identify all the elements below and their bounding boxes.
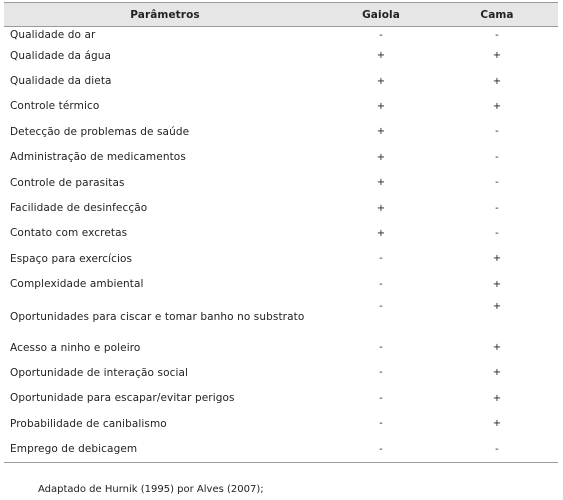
table-row — [4, 221, 558, 246]
row-gaiola-mark: - — [379, 300, 383, 312]
table-row — [4, 170, 558, 195]
row-cama-mark: + — [492, 278, 502, 290]
row-param: Qualidade da água — [10, 49, 112, 62]
row-param: Qualidade do ar — [10, 29, 96, 41]
row-cama-mark: - — [495, 202, 499, 214]
row-param: Contato com excretas — [10, 227, 128, 240]
row-param: Acesso a ninho e poleiro — [10, 341, 141, 354]
table-row — [4, 195, 558, 220]
row-cama-mark: + — [492, 253, 502, 265]
row-param: Administração de medicamentos — [10, 151, 186, 164]
row-gaiola-mark: + — [376, 50, 386, 62]
row-gaiola-mark: - — [379, 278, 383, 290]
row-param: Controle térmico — [10, 100, 100, 113]
header-cama: Cama — [436, 3, 558, 27]
row-gaiola-mark: + — [376, 126, 386, 138]
table-row — [4, 94, 558, 119]
table-row — [4, 246, 558, 271]
row-param: Emprego de debicagem — [4, 436, 326, 462]
row-gaiola-mark: - — [379, 367, 383, 379]
row-cama-mark: + — [492, 100, 502, 112]
row-gaiola-mark: + — [376, 100, 386, 112]
row-gaiola-mark: + — [376, 151, 386, 163]
table-row — [4, 335, 558, 360]
row-gaiola-mark: - — [326, 436, 436, 462]
table-row — [4, 411, 558, 436]
table-row — [4, 43, 558, 68]
row-cama-mark: - — [436, 436, 558, 462]
row-gaiola-mark: - — [379, 418, 383, 430]
table-row — [4, 68, 558, 93]
row-param: Qualidade da dieta — [10, 75, 112, 88]
table-row — [4, 119, 558, 144]
row-cama-mark: + — [492, 392, 502, 404]
row-gaiola-mark: - — [379, 29, 383, 41]
row-cama-mark: - — [495, 29, 499, 41]
row-param: Controle de parasitas — [10, 176, 125, 189]
row-cama-mark: - — [495, 126, 499, 138]
row-cama-mark: + — [492, 342, 502, 354]
row-cama-mark: - — [495, 227, 499, 239]
table-row — [4, 297, 558, 335]
row-param: Facilidade de desinfecção — [10, 202, 148, 215]
row-cama-mark: + — [492, 50, 502, 62]
table-row — [4, 436, 558, 462]
table-row — [4, 145, 558, 170]
row-param: Detecção de problemas de saúde — [10, 125, 190, 138]
header-parametros: Parâmetros — [4, 3, 326, 27]
row-cama-mark: - — [495, 177, 499, 189]
table-row — [4, 360, 558, 385]
row-param: Probabilidade de canibalismo — [10, 417, 167, 430]
table-header-row — [4, 3, 558, 27]
row-param: Oportunidades para ciscar e tomar banho no substrato — [10, 311, 305, 324]
row-cama-mark: - — [495, 151, 499, 163]
row-cama-mark: + — [492, 300, 502, 312]
row-gaiola-mark: - — [379, 342, 383, 354]
row-param: Oportunidade para escapar/evitar perigos — [10, 392, 235, 405]
row-cama-mark: + — [492, 367, 502, 379]
header-gaiola: Gaiola — [326, 3, 436, 27]
comparison-table — [4, 2, 558, 463]
row-gaiola-mark: + — [376, 202, 386, 214]
row-gaiola-mark: - — [379, 253, 383, 265]
row-gaiola-mark: + — [376, 227, 386, 239]
source-caption: Adaptado de Hurnik (1995) por Alves (2007); — [38, 484, 264, 495]
row-gaiola-mark: + — [376, 75, 386, 87]
table-row — [4, 386, 558, 411]
row-gaiola-mark: - — [379, 392, 383, 404]
comparison-table-container — [4, 2, 558, 463]
row-cama-mark: + — [492, 75, 502, 87]
table-row — [4, 272, 558, 297]
row-param: Oportunidade de interação social — [10, 366, 189, 379]
row-cama-mark: + — [492, 418, 502, 430]
row-param: Espaço para exercícios — [10, 252, 133, 265]
table-row — [4, 27, 558, 44]
row-gaiola-mark: + — [376, 177, 386, 189]
row-param: Complexidade ambiental — [10, 278, 144, 291]
